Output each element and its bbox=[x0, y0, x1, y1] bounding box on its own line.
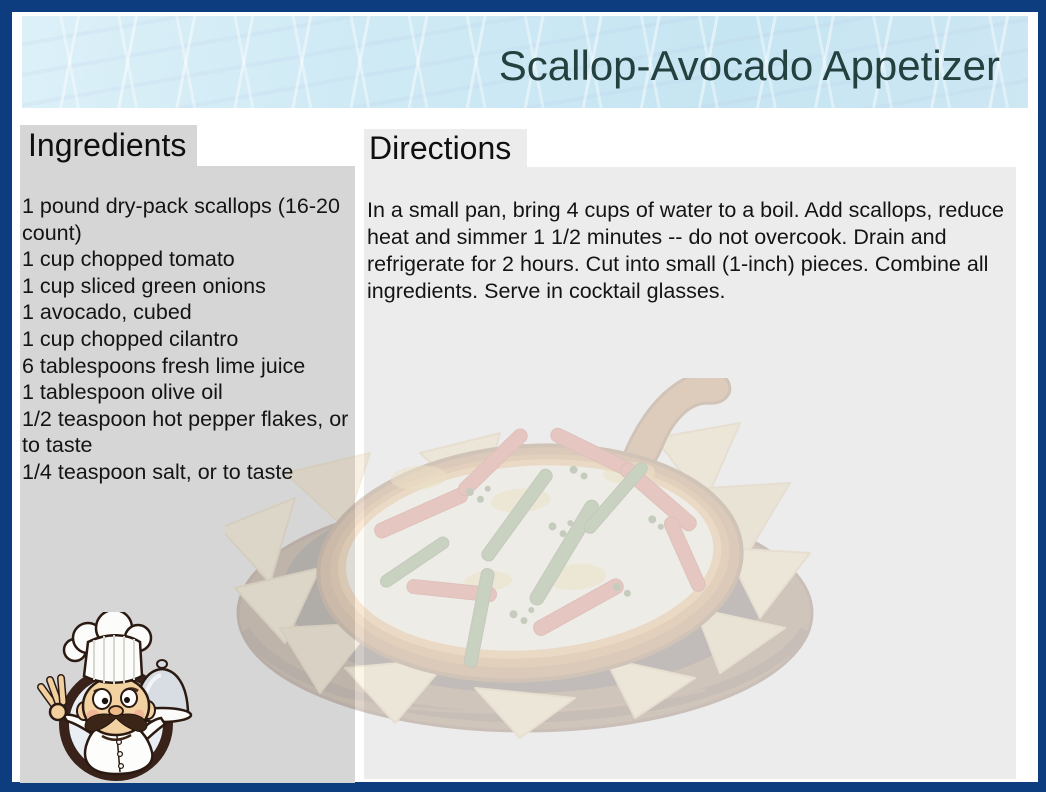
chef-hat bbox=[64, 612, 151, 684]
directions-heading-box bbox=[364, 129, 527, 167]
directions-heading: Directions bbox=[369, 129, 512, 166]
slide-canvas bbox=[12, 12, 1038, 782]
ok-hand bbox=[41, 678, 66, 720]
ingredients-list bbox=[20, 166, 354, 486]
directions-text: In a small pan, bring 4 cups of water to a boil. Add scallops, reduce heat and simmer 1 1/2 minutes -- do not overcook. Drain and refrigerate for 2 hours. Cut into small (1-inch) pieces. Combine all ingredients. Serve in cocktail glasses. bbox=[367, 198, 1005, 303]
chef-mascot-illustration bbox=[28, 612, 193, 784]
ingredient-item: 1/4 teaspoon salt, or to taste bbox=[22, 459, 294, 484]
ingredient-item: 1 pound dry-pack scallops (16-20 count) bbox=[22, 194, 340, 245]
ingredient-item: 1 tablespoon olive oil bbox=[22, 380, 223, 405]
ingredient-item: 1 cup chopped cilantro bbox=[22, 326, 239, 351]
ingredient-item: 1 avocado, cubed bbox=[22, 300, 192, 325]
ingredient-item: 1 cup chopped tomato bbox=[22, 247, 235, 272]
ingredient-item: 6 tablespoons fresh lime juice bbox=[22, 353, 306, 378]
recipe-title: Scallop-Avocado Appetizer bbox=[498, 42, 1000, 89]
ingredients-heading-box bbox=[20, 125, 197, 166]
ingredient-item: 1 cup sliced green onions bbox=[22, 273, 266, 298]
ingredient-item: 1/2 teaspoon hot pepper flakes, or to taste bbox=[22, 406, 349, 458]
title-banner bbox=[22, 16, 1028, 108]
ingredients-heading: Ingredients bbox=[28, 127, 187, 163]
